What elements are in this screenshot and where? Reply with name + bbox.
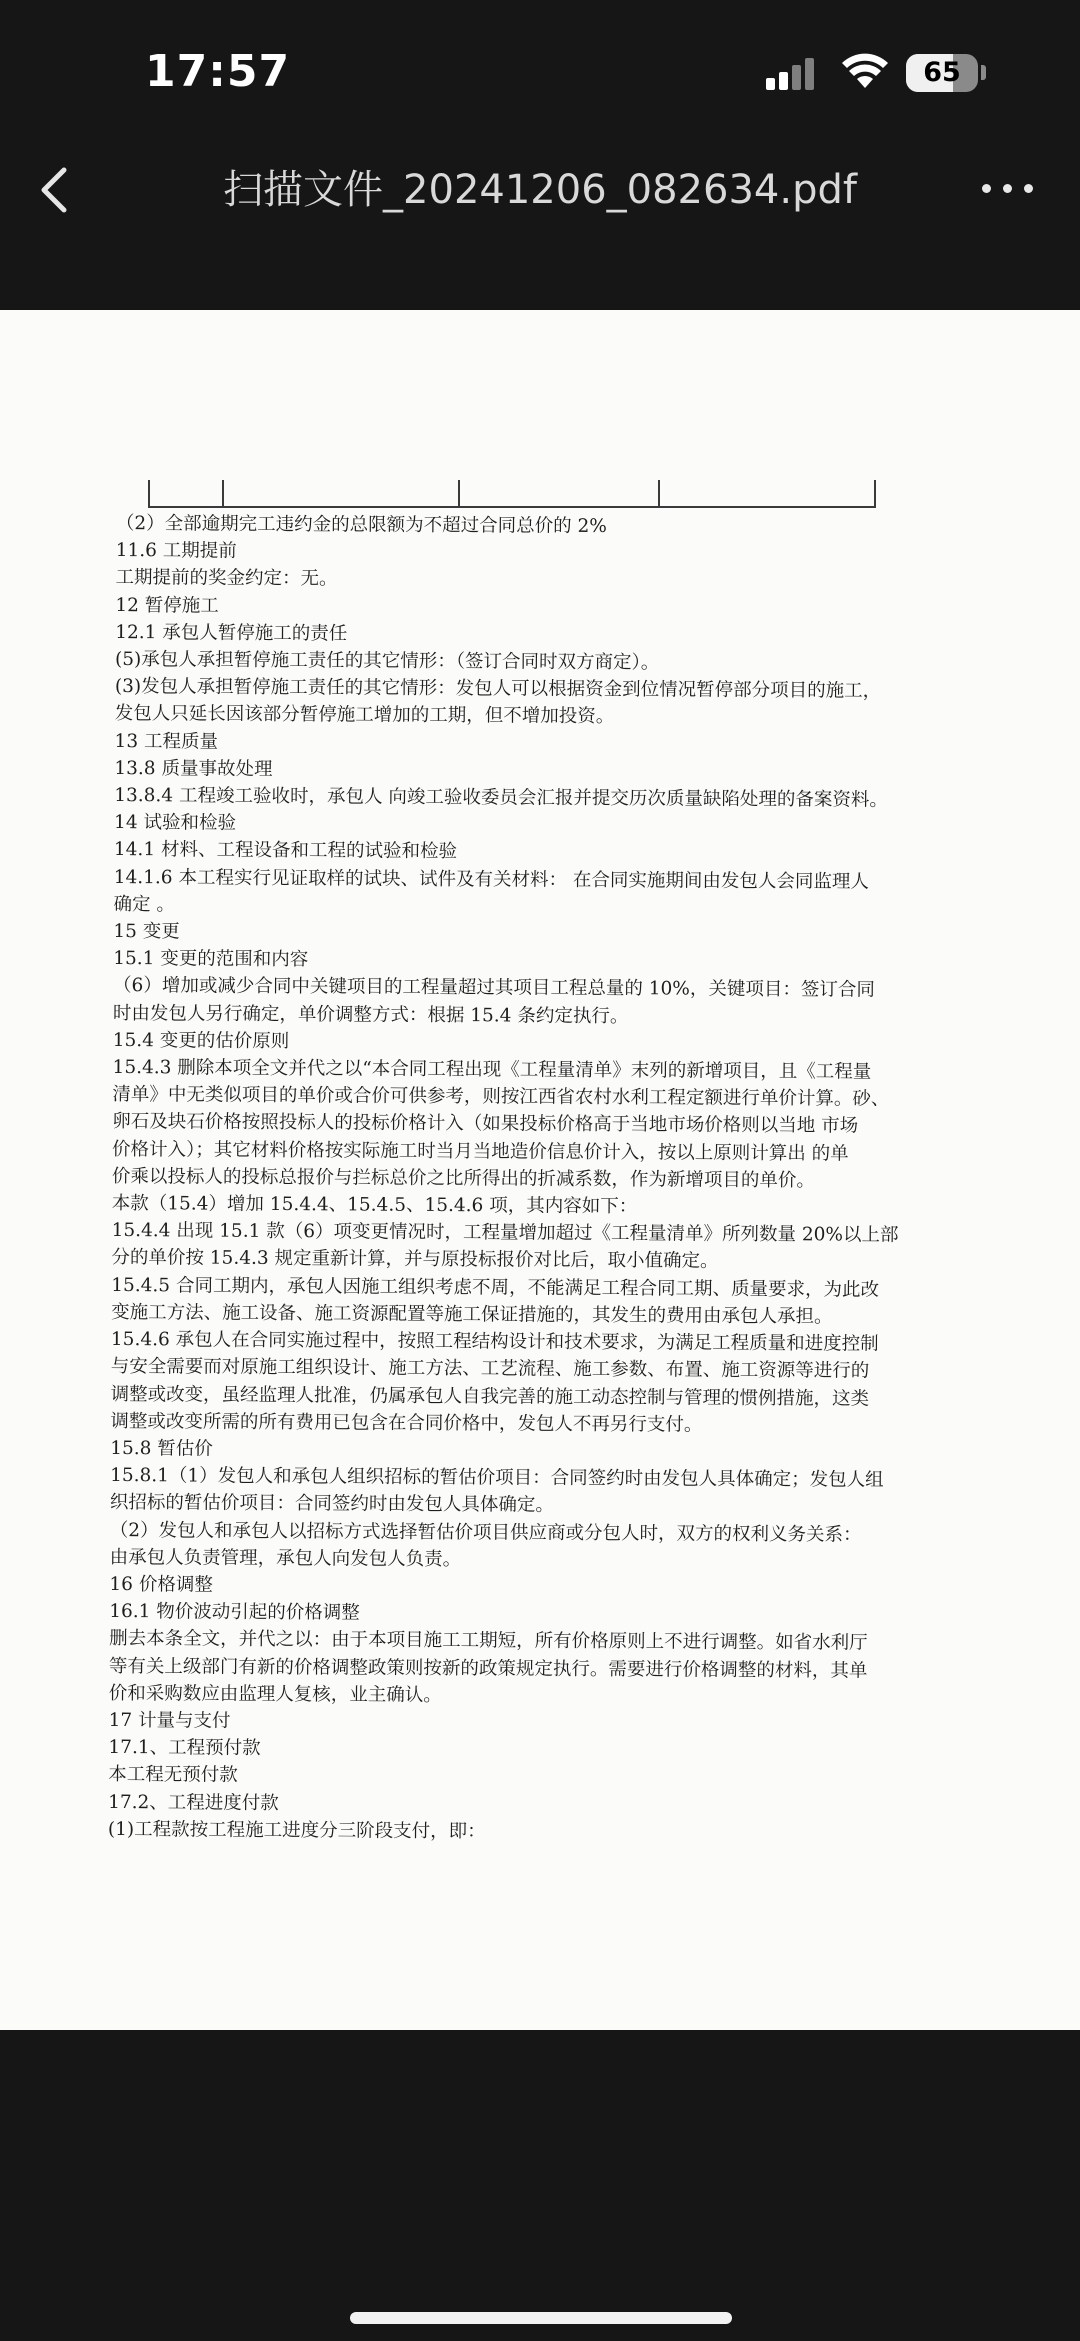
document-line: 价格计入）；其它材料价格按实际施工时当月当地造价信息价计入，按以上原则计算出 的单: [112, 1138, 849, 1165]
document-line: 调整或改变，虽经监理人批准，仍属承包人自我完善的施工动态控制与管理的惯例措施，这类: [110, 1383, 870, 1410]
document-line: 15.8 暂估价: [110, 1437, 213, 1460]
battery-percentage: 65: [923, 57, 961, 88]
cellular-signal-icon: [766, 58, 816, 90]
document-line: 15.4.4 出现 15.1 款（6）项变更情况时，工程量增加超过《工程量清单》所列数量 20%以上部: [111, 1220, 899, 1247]
document-line: 价和采购数应由监理人复核，业主确认。: [108, 1682, 442, 1706]
document-line: 14.1 材料、工程设备和工程的试验和检验: [113, 839, 458, 863]
document-line: 发包人只延长因该部分暂停施工增加的工期，但不增加投资。: [114, 703, 615, 728]
document-line: 织招标的暂估价项目：合同签约时由发包人具体确定。: [109, 1492, 555, 1517]
document-line: 价乘以投标人的投标总报价与拦标总价之比所得出的折减系数，作为新增项目的单价。: [111, 1165, 815, 1192]
document-line: 分的单价按 15.4.3 规定重新计算，并与原投标报价对比后，取小值确定。: [111, 1247, 719, 1273]
home-indicator[interactable]: [350, 2312, 732, 2324]
more-options-icon[interactable]: [982, 180, 1034, 200]
document-line: 15.4.5 合同工期内，承包人因施工组织考虑不周，不能满足工程合同工期、质量要求，为此改: [111, 1274, 880, 1301]
document-line: 13 工程质量: [114, 730, 219, 753]
document-line: 15.4.3 删除本项全文并代之以“本合同工程出现《工程量清单》末列的新增项目，且《工程量: [112, 1057, 872, 1083]
document-line: 时由发包人另行确定，单价调整方式：根据 15.4 条约定执行。: [112, 1002, 629, 1027]
document-line: 调整或改变所需的所有费用已包含在合同价格中，发包人不再另行支付。: [110, 1410, 703, 1436]
battery-tip: [981, 65, 986, 80]
document-line: 12.1 承包人暂停施工的责任: [115, 621, 348, 645]
document-line: 等有关上级部门有新的价格调整政策则按新的政策规定执行。需要进行价格调整的材料，其单: [108, 1655, 868, 1682]
document-line: 15.8.1（1）发包人和承包人组织招标的暂估价项目：合同签约时由发包人具体确定；发包人组: [110, 1465, 884, 1491]
document-line: (3)发包人承担暂停施工责任的其它情形：发包人可以根据资金到位情况暂停部分项目的施工，: [114, 676, 882, 702]
document-line: 本款（15.4）增加 15.4.4、15.4.5、15.4.6 项，其内容如下：: [111, 1193, 638, 1218]
document-line: 变施工方法、施工设备、施工资源配置等施工保证措施的，其发生的费用由承包人承担。: [111, 1301, 833, 1328]
document-line: 删去本条全文，并代之以：由于本项目施工工期短，所有价格原则上不进行调整。如省水利厅: [109, 1628, 868, 1654]
document-line: 16 价格调整: [109, 1573, 213, 1596]
document-line: 15.4.6 承包人在合同实施过程中，按照工程结构设计和技术要求，为满足工程质量和进度控制: [110, 1329, 879, 1355]
status-bar: [0, 0, 1080, 150]
document-line: 13.8 质量事故处理: [114, 757, 273, 780]
document-title: 扫描文件_20241206_082634.pdf: [223, 167, 857, 213]
document-line: 确定 。: [113, 893, 176, 916]
document-line: 15.1 变更的范围和内容: [113, 948, 309, 971]
wifi-icon: [840, 52, 890, 90]
status-time: 17:57: [145, 46, 291, 97]
pdf-page[interactable]: [0, 310, 1080, 2030]
document-line: （2）全部逾期完工违约金的总限额为不超过合同总价的 2%: [115, 512, 607, 537]
document-line: 12 暂停施工: [115, 594, 219, 617]
document-line: 17 计量与支付: [108, 1709, 231, 1732]
document-line: 由承包人负责管理，承包人向发包人负责。: [109, 1546, 462, 1570]
document-line: (1)工程款按工程施工进度分三阶段支付，即：: [107, 1818, 486, 1843]
document-line: 13.8.4 工程竣工验收时，承包人 向竣工验收委员会汇报并提交历次质量缺陷处理的备案资料。: [114, 785, 888, 811]
document-line: （2）发包人和承包人以招标方式选择暂估价项目供应商或分包人时，双方的权利义务关系：: [109, 1519, 862, 1546]
document-text: [108, 510, 926, 1848]
battery-icon: [906, 54, 978, 92]
document-line: （6）增加或减少合同中关键项目的工程量超过其项目工程总量的 10%，关键项目：签订合同: [113, 975, 875, 1002]
document-line: 工期提前的奖金约定：无。: [115, 567, 338, 590]
document-line: 本工程无预付款: [108, 1764, 238, 1787]
document-line: 17.2、工程进度付款: [108, 1791, 279, 1814]
document-line: 17.1、工程预付款: [108, 1737, 261, 1760]
document-line: 与安全需要而对原施工组织设计、施工方法、工艺流程、施工参数、布置、施工资源等进行的: [110, 1356, 870, 1382]
document-line: 11.6 工期提前: [115, 540, 237, 562]
document-line: 14 试验和检验: [114, 812, 237, 834]
document-line: (5)承包人承担暂停施工责任的其它情形：（签订合同时双方商定）。: [115, 649, 660, 674]
table-fragment: [148, 480, 876, 508]
document-line: 15.4 变更的估价原则: [112, 1029, 290, 1052]
document-line: 清单》中无类似项目的单价或合价可供参考，则按江西省农村水利工程定额进行单价计算。砂、: [112, 1084, 890, 1111]
document-line: 16.1 物价波动引起的价格调整: [109, 1601, 360, 1624]
document-line: 14.1.6 本工程实行见证取样的试块、试件及有关材料： 在合同实施期间由发包人会同监理人: [113, 866, 869, 893]
document-line: 15 变更: [113, 921, 180, 943]
document-line: 卵石及块石价格按照投标人的投标价格计入（如果投标价格高于当地市场价格则以当地 市场: [112, 1111, 859, 1138]
back-chevron-icon[interactable]: [32, 150, 82, 230]
